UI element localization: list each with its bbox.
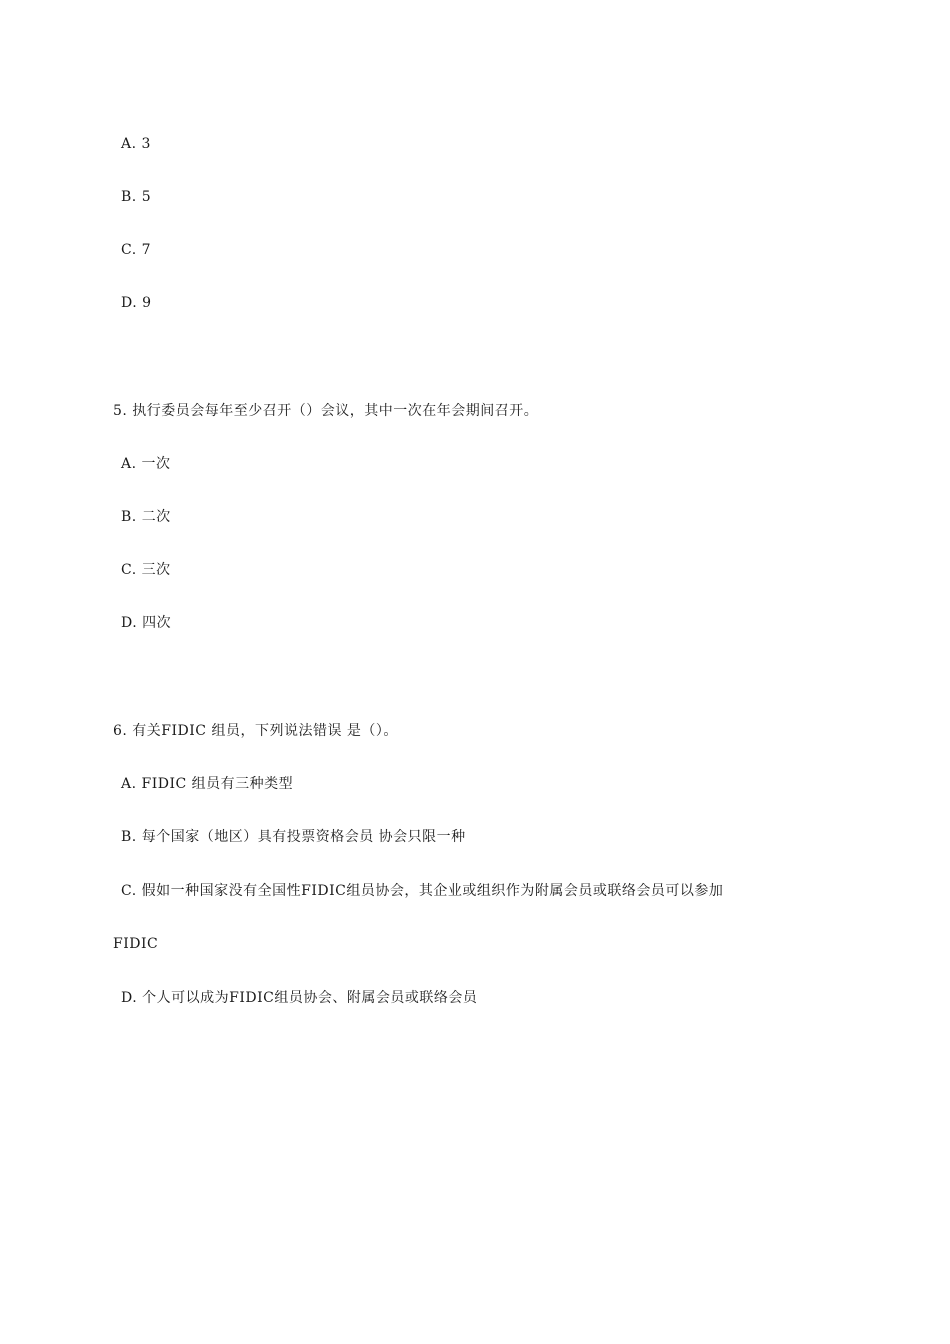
- q5-option-c: C. 三次: [121, 562, 171, 578]
- q4-option-c: C. 7: [121, 242, 152, 258]
- q6-option-c: C. 假如一种国家没有全国性FIDIC组员协会，其企业或组织作为附属会员或联络会员可以参加: [121, 883, 724, 899]
- q4-option-b: B. 5: [121, 189, 152, 205]
- q5-option-b: B. 二次: [121, 509, 171, 525]
- q6-option-c-continuation: FIDIC: [113, 936, 159, 952]
- q6-option-a: A. FIDIC 组员有三种类型: [121, 776, 294, 792]
- q5-stem: 5. 执行委员会每年至少召开（）会议，其中一次在年会期间召开。: [113, 403, 539, 419]
- q6-option-b: B. 每个国家（地区）具有投票资格会员 协会只限一种: [121, 829, 466, 845]
- q6-option-d: D. 个人可以成为FIDIC组员协会、附属会员或联络会员: [121, 990, 478, 1006]
- q6-stem: 6. 有关FIDIC 组员，下列说法错误 是（）。: [113, 723, 398, 739]
- q5-option-a: A. 一次: [121, 456, 171, 472]
- q4-option-d: D. 9: [121, 295, 152, 311]
- q4-option-a: A. 3: [121, 136, 151, 152]
- q5-option-d: D. 四次: [121, 615, 172, 631]
